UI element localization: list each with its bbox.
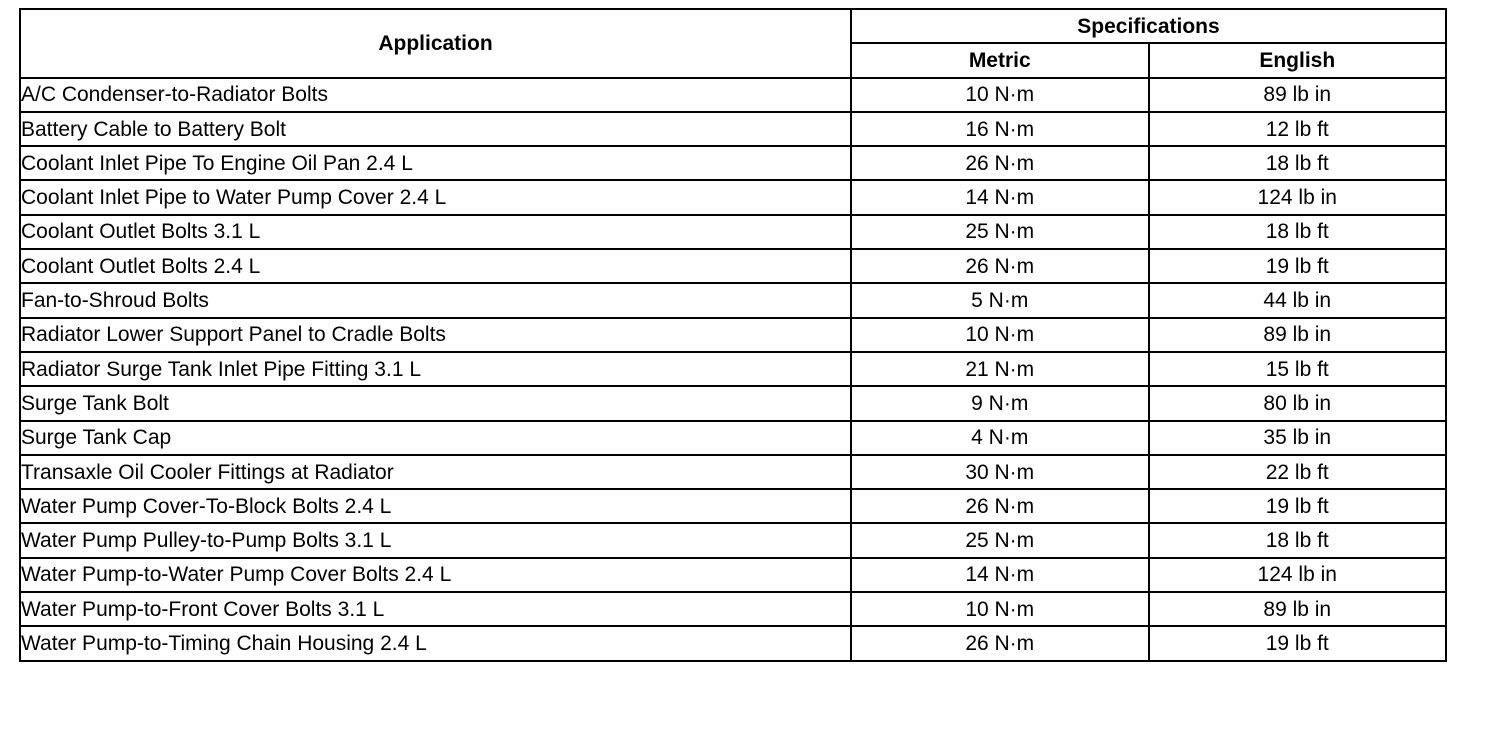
english-value-cell: 19 lb ft xyxy=(1149,626,1447,660)
metric-value-cell: 26 N·m xyxy=(851,249,1149,283)
application-cell: A/C Condenser-to-Radiator Bolts xyxy=(20,78,851,112)
metric-value-cell: 14 N·m xyxy=(851,558,1149,592)
application-cell: Surge Tank Bolt xyxy=(20,386,851,420)
english-value-cell: 18 lb ft xyxy=(1149,215,1447,249)
application-cell: Radiator Lower Support Panel to Cradle Bolts xyxy=(20,318,851,352)
english-value-cell: 18 lb ft xyxy=(1149,523,1447,557)
table-row xyxy=(20,146,1446,180)
english-value-cell: 124 lb in xyxy=(1149,180,1447,214)
metric-value-cell: 25 N·m xyxy=(851,215,1149,249)
application-cell: Water Pump-to-Timing Chain Housing 2.4 L xyxy=(20,626,851,660)
table-body xyxy=(20,78,1446,661)
table-row xyxy=(20,215,1446,249)
table-row xyxy=(20,421,1446,455)
metric-value-cell: 5 N·m xyxy=(851,283,1149,317)
metric-value-cell: 9 N·m xyxy=(851,386,1149,420)
metric-value-cell: 21 N·m xyxy=(851,352,1149,386)
english-value-cell: 89 lb in xyxy=(1149,78,1447,112)
english-value-cell: 22 lb ft xyxy=(1149,455,1447,489)
table-row xyxy=(20,386,1446,420)
application-cell: Water Pump-to-Water Pump Cover Bolts 2.4 L xyxy=(20,558,851,592)
english-value-cell: 15 lb ft xyxy=(1149,352,1447,386)
table-row xyxy=(20,249,1446,283)
torque-spec-table xyxy=(19,8,1447,662)
english-value-cell: 124 lb in xyxy=(1149,558,1447,592)
english-value-cell: 18 lb ft xyxy=(1149,146,1447,180)
metric-value-cell: 26 N·m xyxy=(851,489,1149,523)
application-cell: Water Pump Cover-To-Block Bolts 2.4 L xyxy=(20,489,851,523)
application-cell: Coolant Outlet Bolts 2.4 L xyxy=(20,249,851,283)
metric-value-cell: 4 N·m xyxy=(851,421,1149,455)
header-row-top xyxy=(20,9,1446,43)
metric-value-cell: 10 N·m xyxy=(851,78,1149,112)
metric-value-cell: 16 N·m xyxy=(851,112,1149,146)
english-value-cell: 12 lb ft xyxy=(1149,112,1447,146)
table-row xyxy=(20,180,1446,214)
table-row xyxy=(20,489,1446,523)
application-cell: Battery Cable to Battery Bolt xyxy=(20,112,851,146)
english-value-cell: 19 lb ft xyxy=(1149,249,1447,283)
application-cell: Coolant Outlet Bolts 3.1 L xyxy=(20,215,851,249)
metric-value-cell: 14 N·m xyxy=(851,180,1149,214)
application-cell: Transaxle Oil Cooler Fittings at Radiator xyxy=(20,455,851,489)
application-cell: Fan-to-Shroud Bolts xyxy=(20,283,851,317)
application-cell: Coolant Inlet Pipe To Engine Oil Pan 2.4 L xyxy=(20,146,851,180)
application-column-header: Application xyxy=(20,9,851,78)
application-cell: Water Pump Pulley-to-Pump Bolts 3.1 L xyxy=(20,523,851,557)
metric-value-cell: 25 N·m xyxy=(851,523,1149,557)
table-row xyxy=(20,455,1446,489)
application-cell: Coolant Inlet Pipe to Water Pump Cover 2.4 L xyxy=(20,180,851,214)
table-row xyxy=(20,626,1446,660)
table-header xyxy=(20,9,1446,78)
application-cell: Radiator Surge Tank Inlet Pipe Fitting 3.1 L xyxy=(20,352,851,386)
english-value-cell: 80 lb in xyxy=(1149,386,1447,420)
english-value-cell: 19 lb ft xyxy=(1149,489,1447,523)
metric-value-cell: 30 N·m xyxy=(851,455,1149,489)
english-value-cell: 35 lb in xyxy=(1149,421,1447,455)
table-row xyxy=(20,523,1446,557)
english-value-cell: 89 lb in xyxy=(1149,318,1447,352)
english-column-header: English xyxy=(1149,43,1447,77)
application-cell: Surge Tank Cap xyxy=(20,421,851,455)
metric-value-cell: 26 N·m xyxy=(851,626,1149,660)
metric-value-cell: 26 N·m xyxy=(851,146,1149,180)
application-cell: Water Pump-to-Front Cover Bolts 3.1 L xyxy=(20,592,851,626)
specifications-group-header: Specifications xyxy=(851,9,1446,43)
metric-column-header: Metric xyxy=(851,43,1149,77)
table-row xyxy=(20,112,1446,146)
table-row xyxy=(20,78,1446,112)
table-row xyxy=(20,558,1446,592)
english-value-cell: 44 lb in xyxy=(1149,283,1447,317)
english-value-cell: 89 lb in xyxy=(1149,592,1447,626)
table-row xyxy=(20,592,1446,626)
table-row xyxy=(20,352,1446,386)
metric-value-cell: 10 N·m xyxy=(851,318,1149,352)
table-row xyxy=(20,283,1446,317)
metric-value-cell: 10 N·m xyxy=(851,592,1149,626)
table-row xyxy=(20,318,1446,352)
